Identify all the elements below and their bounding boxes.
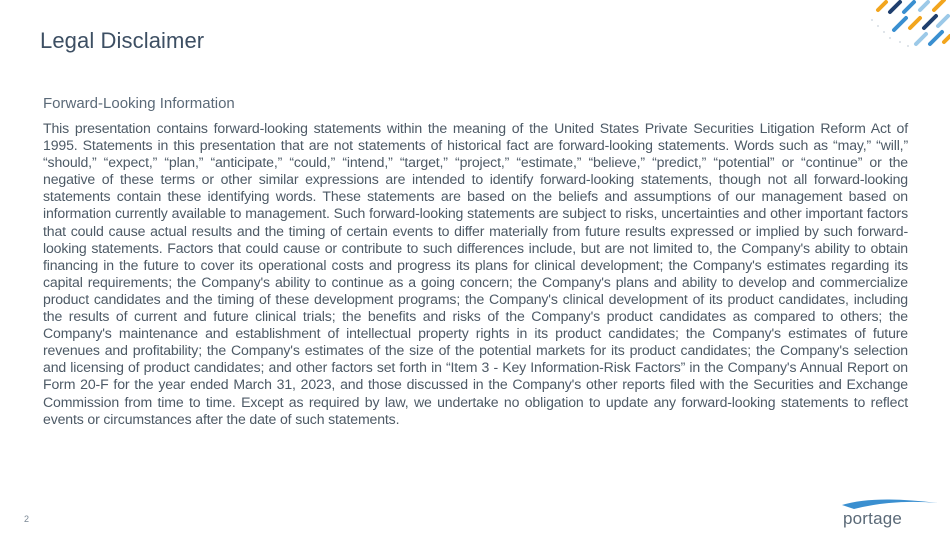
logo-wordmark: portage <box>843 509 903 528</box>
page-number: 2 <box>24 514 30 524</box>
page-title: Legal Disclaimer <box>40 28 205 53</box>
disclaimer-paragraph: This presentation contains forward-looking statements within the meaning of the United States Private Securities Litigation Reform Act of 1995. Statements in this presentation that are not statements of historical fact are forward-looking statements. Words such as “may,” “will,” “should,” “expect,” “plan,” “anticipate,” “could,” “intend,” “target,” “project,” “estimate,” “believe,” “predict,” “potential” or “continue” or the negative of these terms or other similar expressions are intended to identify forward-looking statements, though not all forward-looking statements contain these identifying words. These statements are based on the beliefs and assumptions of our management based on information currently available to management. Such forward-looking statements are subject to risks, uncertainties and other important factors that could cause actual results and the timing of certain events to differ materially from future results expressed or implied by such forward-looking statements. Factors that could cause or contribute to such differences include, but are not limited to, the Company's ability to obtain financing in the future to cover its operational costs and progress its plans for clinical development; the Company's estimates regarding its capital requirements; the Company's ability to continue as a going concern; the Company's plans and ability to develop and commercialize product candidates and the timing of these development programs; the Company's clinical development of its product candidates, including the results of current and future clinical trials; the benefits and risks of the Company's product candidates as compared to others; the Company's maintenance and establishment of intellectual property rights in its product candidates; the Company's estimates of future revenues and profitability; the Company's estimates of the size of the potential markets for its product candidates; the Company's selection and licensing of product candidates; and other factors set forth in “Item 3 - Key Information-Risk Factors” in the Company's Annual Report on Form 20-F for the year ended March 31, 2023, and those discussed in the Company's other reports filed with the Securities and Exchange Commission from time to time. Except as required by law, we undertake no obligation to update any forward-looking statements to reflect events or circumstances after the date of such statements. <box>43 120 908 427</box>
section-heading: Forward-Looking Information <box>43 95 235 112</box>
decorative-stripes-icon <box>864 0 950 48</box>
